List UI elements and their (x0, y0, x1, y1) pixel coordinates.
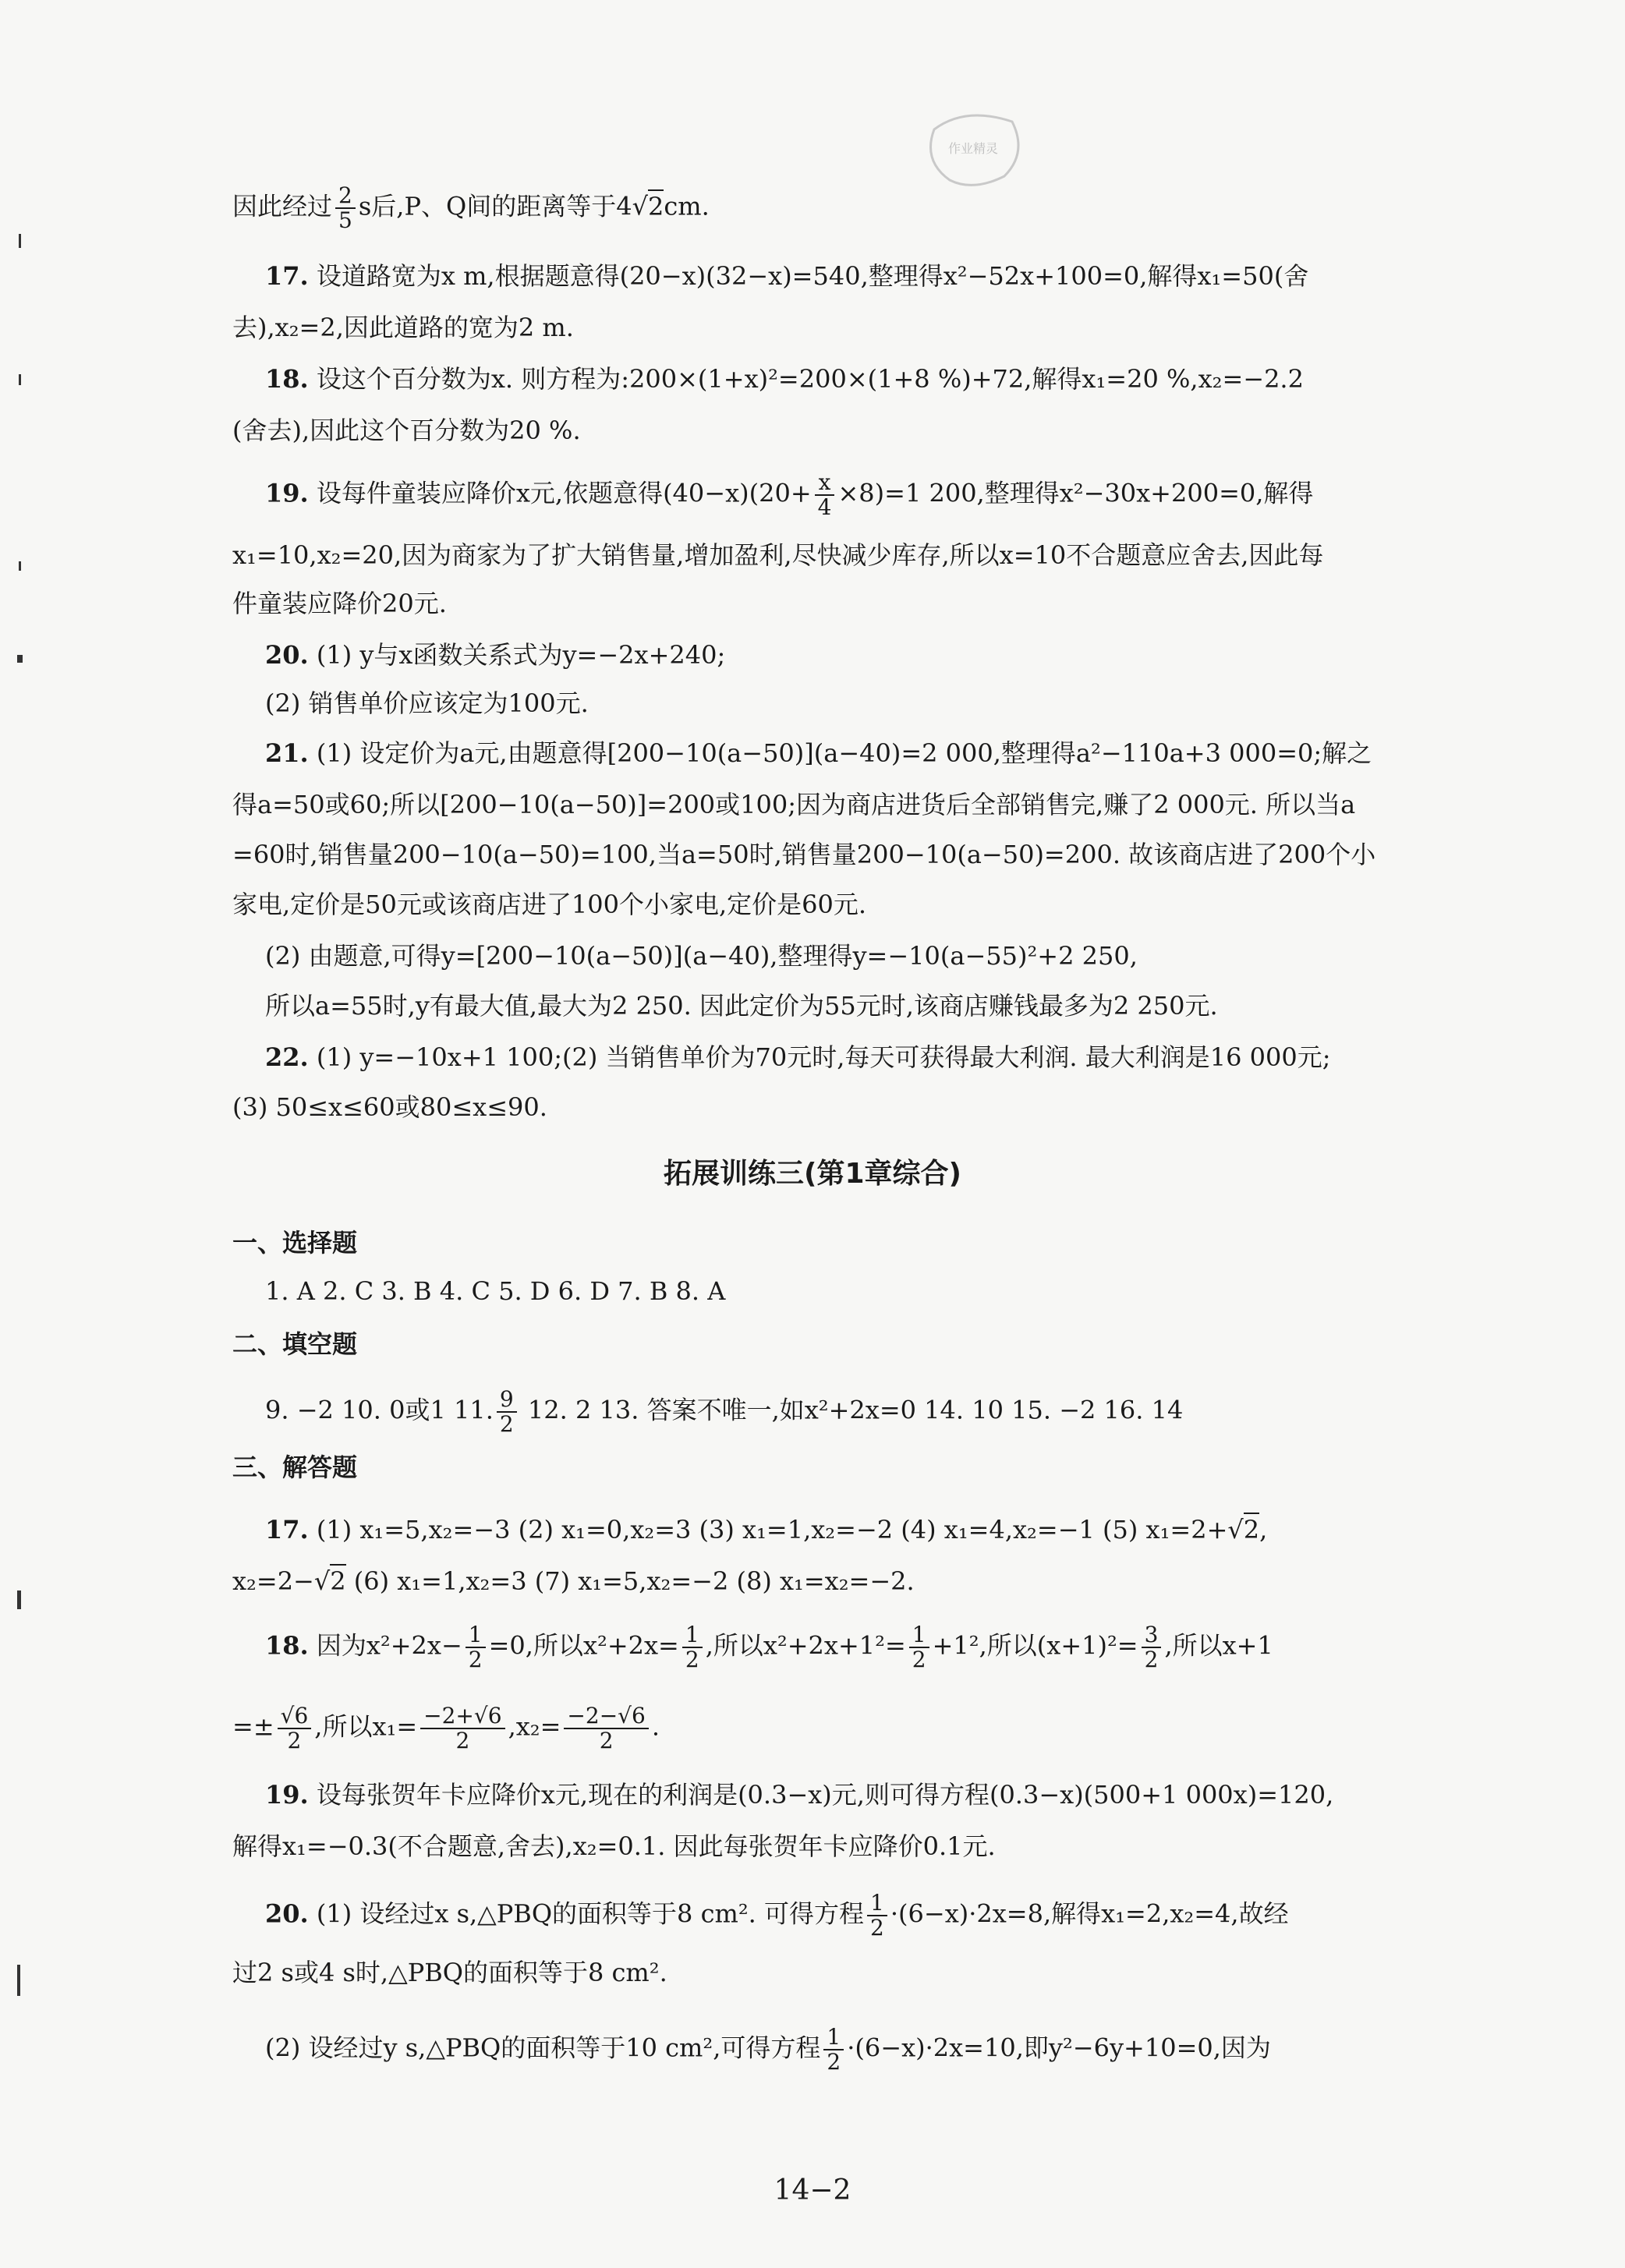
answer-20-line-2 (265, 686, 1492, 720)
numerator: 3 (1142, 1623, 1162, 1648)
text: ,所以x²+2x+1²= (705, 1630, 906, 1661)
answer-22-line-1 (265, 1040, 1492, 1074)
denominator: 2 (599, 1728, 614, 1753)
answer-21-line-2 (232, 787, 1492, 822)
fraction (335, 184, 356, 232)
solve-18-line-2 (232, 1704, 1492, 1753)
numerator: x (815, 471, 835, 496)
answer-21-line-4 (232, 887, 1492, 922)
text: 解得x₁=−0.3(不合题意,舍去),x₂=0.1. 因此每张贺年卡应降价0.1元. (232, 1831, 996, 1861)
radicand: 2 (648, 189, 664, 221)
radicand: 2 (330, 1564, 345, 1596)
text: =± (232, 1711, 274, 1742)
numerator: 1 (823, 2026, 844, 2050)
choice-heading: 一、选择题 (232, 1228, 358, 1258)
fraction (815, 471, 835, 519)
solve-17-line-1: 17. (1) x₁=5,x₂=−3 (2) x₁=0,x₂=3 (3) x₁=1,x₂=−2 (4) x₁=4,x₂=−1 (5) x₁=2+√2, (265, 1513, 1492, 1547)
text: (2) 设经过y s,△PBQ的面积等于10 cm²,可得方程 (265, 2033, 821, 2063)
section-title: 拓展训练三(第1章综合) (664, 1158, 961, 1190)
margin-mark (19, 234, 21, 248)
solve-20-line-3 (265, 2026, 1492, 2074)
text: (舍去),因此这个百分数为20 %. (232, 416, 581, 445)
text: 所以a=55时,y有最大值,最大为2 250. 因此定价为55元时,该商店赚钱最多为2 250元. (265, 991, 1218, 1021)
radicand: 2 (1244, 1513, 1259, 1544)
question-number: 18. (265, 364, 309, 394)
text: =60时,销售量200−10(a−50)=100,当a=50时,销售量200−10(a−50)=200. 故该商店进了200个小 (232, 840, 1376, 869)
question-number: 20. (265, 1898, 309, 1929)
text: ,所以x₁= (314, 1711, 418, 1742)
numerator: 1 (867, 1891, 887, 1916)
margin-mark (19, 561, 21, 571)
margin-mark (17, 1590, 21, 1609)
solve-18-line-1 (265, 1623, 1492, 1672)
text: 设这个百分数为x. 则方程为:200×(1+x)²=200×(1+8 %)+72,解得x₁=20 %,x₂=−2.2 (316, 364, 1304, 394)
text: (1) 设经过x s,△PBQ的面积等于8 cm². 可得方程 (316, 1898, 865, 1929)
page-number: 14−2 (774, 2174, 851, 2206)
text: x₁=10,x₂=20,因为商家为了扩大销售量,增加盈利,尽快减少库存,所以x=10不合题意应舍去,因此每 (232, 540, 1324, 570)
denominator: 2 (685, 1647, 699, 1672)
question-number: 22. (265, 1042, 309, 1072)
question-number: 17. (265, 1515, 309, 1544)
text: s后,P、Q间的距离等于4 (358, 191, 632, 221)
text: =0,所以x²+2x= (488, 1630, 679, 1661)
denominator: 2 (870, 1915, 884, 1941)
numerator: 1 (466, 1623, 486, 1648)
text: ,x₂= (508, 1711, 561, 1742)
fraction (823, 2026, 844, 2074)
solve-20-line-2 (232, 1955, 1492, 1990)
denominator: 2 (912, 1647, 926, 1672)
fraction (466, 1623, 486, 1672)
text: 因为x²+2x− (316, 1630, 462, 1661)
numerator: 1 (909, 1623, 929, 1648)
denominator: 2 (468, 1647, 483, 1672)
svg-text:作业精灵: 作业精灵 (947, 141, 999, 156)
answer-21-line-1 (265, 736, 1492, 770)
text: 过2 s或4 s时,△PBQ的面积等于8 cm². (232, 1958, 667, 1987)
answer-17-line-2 (232, 310, 1492, 345)
denominator: 5 (338, 207, 352, 233)
text: 件童装应降价20元. (232, 589, 447, 618)
answer-20-line-1 (265, 638, 1492, 672)
header-line: 因此经过 $\frac{2}{5}$ s后,P、Q间的距离等于4√2cm. (232, 182, 710, 233)
numerator: −2−√6 (564, 1704, 648, 1729)
text: (3) 50≤x≤60或80≤x≤90. (232, 1092, 547, 1122)
text: , (1259, 1515, 1268, 1544)
text: . (651, 1711, 660, 1742)
margin-mark (17, 1965, 20, 1996)
stamp-logo-icon (919, 106, 1028, 192)
text: cm. (664, 191, 710, 221)
text: 设每张贺年卡应降价x元,现在的利润是(0.3−x)元,则可得方程(0.3−x)(500+1 000x)=120, (316, 1780, 1334, 1810)
question-number: 20. (265, 640, 309, 670)
text: (1) y与x函数关系式为y=−2x+240; (316, 640, 726, 670)
text: ×8)=1 200,整理得x²−30x+200=0,解得 (837, 478, 1314, 508)
text: (2) 由题意,可得y=[200−10(a−50)](a−40),整理得y=−10(a−55)²+2 250, (265, 941, 1138, 971)
answer-18-line-2 (232, 413, 1492, 448)
answer-17-line-1 (265, 259, 1492, 293)
fraction (1142, 1623, 1162, 1672)
margin-mark (17, 655, 23, 663)
solve-19-line-2 (232, 1829, 1492, 1863)
denominator: 2 (827, 2049, 841, 2075)
question-number: 19. (265, 478, 309, 508)
fill-answers (265, 1388, 1492, 1436)
question-number: 18. (265, 1630, 309, 1661)
text: 因此经过 (232, 191, 333, 221)
text: (1) y=−10x+1 100;(2) 当销售单价为70元时,每天可获得最大利润. 最大利润是16 000元; (316, 1042, 1331, 1072)
denominator: 2 (287, 1728, 302, 1753)
fill-heading: 二、填空题 (232, 1329, 358, 1359)
choice-answers: 1. A 2. C 3. B 4. C 5. D 6. D 7. B 8. A (265, 1276, 726, 1306)
question-number: 19. (265, 1780, 309, 1810)
solve-19-line-1 (265, 1778, 1492, 1812)
text: (1) x₁=5,x₂=−3 (2) x₁=0,x₂=3 (3) x₁=1,x₂=−2 (4) x₁=4,x₂=−1 (5) x₁=2+ (316, 1515, 1228, 1544)
question-number: 21. (265, 738, 309, 768)
text: 设道路宽为x m,根据题意得(20−x)(32−x)=540,整理得x²−52x+100=0,解得x₁=50(舍 (316, 261, 1309, 291)
answer-19-line-3 (232, 586, 1492, 621)
text: 12. 2 13. 答案不唯一,如x²+2x=0 14. 10 15. −2 16. 14 (519, 1395, 1184, 1425)
text: 得a=50或60;所以[200−10(a−50)]=200或100;因为商店进货后全部销售完,赚了2 000元. 所以当a (232, 790, 1356, 819)
solve-heading: 三、解答题 (232, 1452, 358, 1482)
text: (1) 设定价为a元,由题意得[200−10(a−50)](a−40)=2 000,整理得a²−110a+3 000=0;解之 (316, 738, 1372, 768)
text: 9. −2 10. 0或1 11. (265, 1395, 494, 1425)
denominator: 2 (499, 1411, 514, 1437)
fraction (564, 1704, 648, 1753)
fraction (867, 1891, 887, 1940)
text: ·(6−x)·2x=10,即y²−6y+10=0,因为 (847, 2033, 1271, 2063)
question-number: 17. (265, 261, 309, 291)
text: 家电,定价是50元或该商店进了100个小家电,定价是60元. (232, 890, 867, 919)
numerator: −2+√6 (420, 1704, 504, 1729)
fraction (420, 1704, 504, 1753)
numerator: 1 (682, 1623, 703, 1648)
solve-17-line-2: x₂=2−√2 (6) x₁=1,x₂=3 (7) x₁=5,x₂=−2 (8) x₁=x₂=−2. (232, 1564, 1492, 1598)
answer-19-line-1 (265, 471, 1492, 519)
answer-22-line-2 (232, 1090, 1492, 1124)
fraction (682, 1623, 703, 1672)
fraction (497, 1388, 517, 1436)
numerator: 9 (497, 1388, 517, 1413)
answer-19-line-2 (232, 538, 1492, 572)
answer-21-line-5 (265, 939, 1492, 973)
fraction (278, 1704, 312, 1753)
margin-mark (19, 374, 21, 385)
answer-21-line-6 (265, 989, 1492, 1023)
numerator: 2 (335, 184, 356, 209)
answer-21-line-3 (232, 837, 1492, 872)
solve-20-line-1 (265, 1891, 1492, 1940)
text: 设每件童装应降价x元,依题意得(40−x)(20+ (316, 478, 812, 508)
denominator: 2 (455, 1728, 470, 1753)
answer-18-line-1 (265, 362, 1492, 396)
denominator: 4 (817, 494, 832, 520)
text: +1²,所以(x+1)²= (932, 1630, 1138, 1661)
fraction (909, 1623, 929, 1672)
text: ,所以x+1 (1164, 1630, 1273, 1661)
denominator: 2 (1144, 1647, 1159, 1672)
text: 去),x₂=2,因此道路的宽为2 m. (232, 313, 574, 342)
numerator: √6 (278, 1704, 312, 1729)
text: x₂=2− (232, 1566, 314, 1596)
text: ·(6−x)·2x=8,解得x₁=2,x₂=4,故经 (890, 1898, 1289, 1929)
text: (6) x₁=1,x₂=3 (7) x₁=5,x₂=−2 (8) x₁=x₂=−2. (345, 1566, 915, 1596)
text: (2) 销售单价应该定为100元. (265, 688, 589, 718)
